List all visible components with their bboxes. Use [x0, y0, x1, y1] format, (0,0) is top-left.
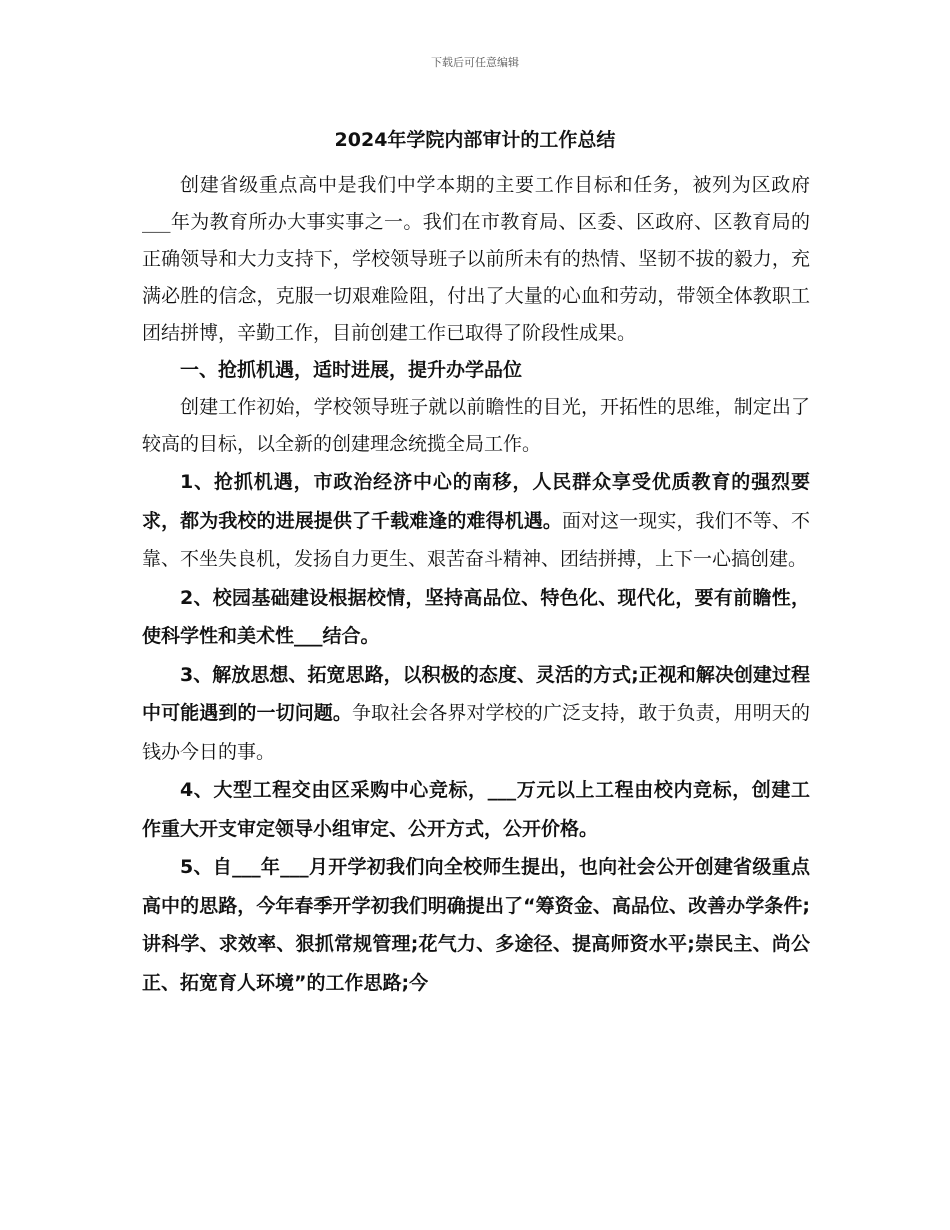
paragraph-intro: 创建省级重点高中是我们中学本期的主要工作目标和任务，被列为区政府___年为教育所办大事实事之一。我们在市教育局、区委、区政府、区教育局的正确领导和大力支持下，学校领导班子以前所未有的热情、坚韧不拔的毅力，充满必胜的信念，克服一切艰难险阻，付出了大量的心血和劳动，带领全体教职工团结拼博，辛勤工作，目前创建工作已取得了阶段性成果。 — [142, 174, 810, 344]
document-body — [142, 167, 810, 1002]
list-item-4: 4、大型工程交由区采购中心竞标，___万元以上工程由校内竞标，创建工作重大开支审定领导小组审定、公开方式，公开价格。 — [142, 779, 810, 840]
list-item-3 — [142, 656, 810, 772]
header-note: 下载后可任意编辑 — [431, 56, 519, 69]
section-heading-1: 一、抢抓机遇，适时进展，提升办学品位 — [180, 359, 523, 381]
list-item-2: 2、校园基础建设根据校情，坚持高品位、特色化、现代化，要有前瞻性，使科学性和美术性___结合。 — [142, 586, 810, 647]
list-item-1-bold: 1、抢抓机遇，市政治经济中心的南移，人民群众享受优质教育的强烈要求，都为我校的进展提供了千载难逢的难得机遇。 — [142, 471, 810, 532]
document-title: 2024年学院内部审计的工作总结 — [334, 129, 616, 151]
list-item-5: 5、自___年___月开学初我们向全校师生提出，也向社会公开创建省级重点高中的思路，今年春季开学初我们明确提出了“筹资金、高品位、改善办学条件;讲科学、求效率、狠抓常规管理;花气力、多途径、提高师资水平;崇民主、尚公正、拓宽育人环境”的工作思路;今 — [142, 856, 810, 994]
paragraph-section1-intro: 创建工作初始，学校领导班子就以前瞻性的目光，开拓性的思维，制定出了较高的目标，以全新的创建理念统揽全局工作。 — [142, 396, 810, 455]
list-item-1 — [142, 463, 810, 579]
list-item-3-bold: 3、解放思想、拓宽思路，以积极的态度、灵活的方式;正视和解决创建过程中可能遇到的一切问题。 — [142, 663, 810, 724]
list-item-1-text: 面对这一现实，我们不等、不靠、不坐失良机，发扬自力更生、艰苦奋斗精神、团结拼搏，上下一心搞创建。 — [142, 509, 810, 570]
list-item-3-text: 争取社会各界对学校的广泛支持，敢于负责，用明天的钱办今日的事。 — [142, 702, 810, 763]
